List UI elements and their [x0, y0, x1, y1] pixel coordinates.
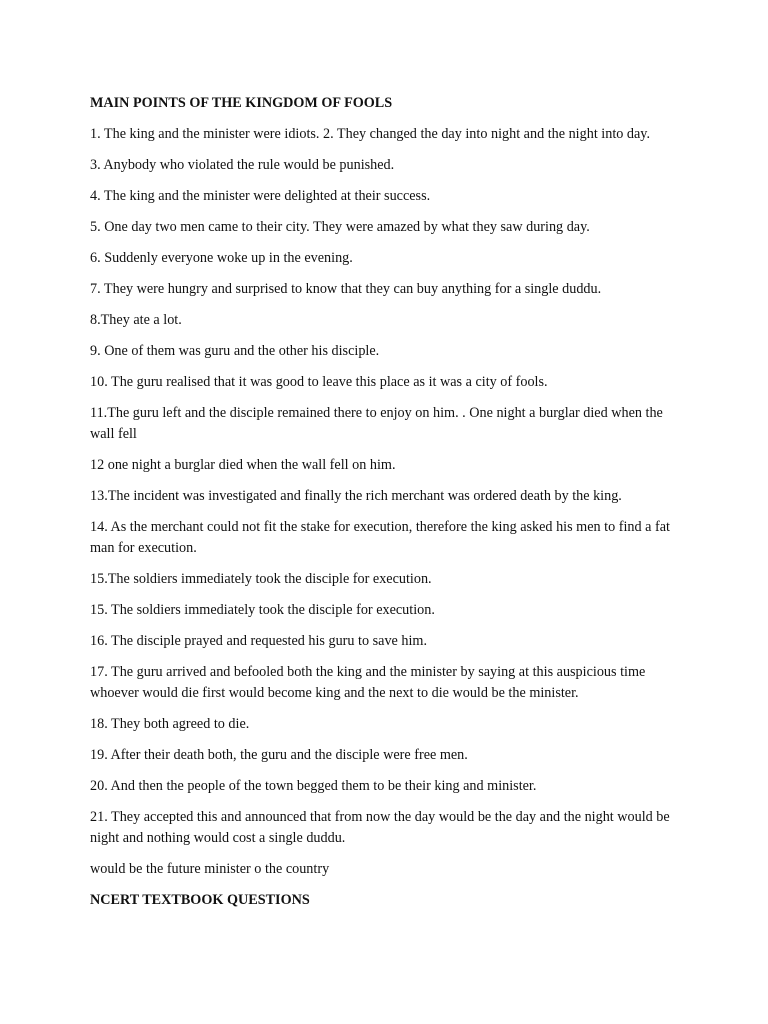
point-7: 7. They were hungry and surprised to know that they can buy anything for a single duddu.	[90, 281, 602, 297]
point-12: 12 one night a burglar died when the wall fell on him.	[90, 457, 396, 473]
point-4: 4. The king and the minister were delighted at their success.	[90, 188, 431, 204]
point-11: 11.The guru left and the disciple remained there to enjoy on him. . One night a burglar died when the wall fell	[90, 405, 663, 442]
points-list	[90, 124, 690, 880]
point-9: 9. One of them was guru and the other his disciple.	[90, 343, 380, 359]
point-1: 1. The king and the minister were idiots. 2. They changed the day into night and the night into day.	[90, 126, 651, 142]
point-6: 6. Suddenly everyone woke up in the evening.	[90, 250, 353, 266]
point-21: 21. They accepted this and announced that from now the day would be the day and the night would be night and nothing would cost a single duddu.	[90, 809, 670, 846]
point-18: 18. They both agreed to die.	[90, 716, 250, 732]
point-13: 13.The incident was investigated and finally the rich merchant was ordered death by the king.	[90, 488, 622, 504]
point-5: 5. One day two men came to their city. They were amazed by what they saw during day.	[90, 219, 590, 235]
section-heading: NCERT TEXTBOOK QUESTIONS	[90, 892, 310, 908]
point-16: 16. The disciple prayed and requested his guru to save him.	[90, 633, 428, 649]
point-8: 8.They ate a lot.	[90, 312, 182, 328]
point-15b: 15. The soldiers immediately took the disciple for execution.	[90, 602, 435, 618]
point-14: 14. As the merchant could not fit the stake for execution, therefore the king asked his men to find a fat man for execution.	[90, 519, 670, 556]
trailing-line: would be the future minister o the country	[90, 861, 330, 877]
point-19: 19. After their death both, the guru and the disciple were free men.	[90, 747, 468, 763]
point-15a: 15.The soldiers immediately took the disciple for execution.	[90, 571, 432, 587]
point-20: 20. And then the people of the town begged them to be their king and minister.	[90, 778, 537, 794]
point-3: 3. Anybody who violated the rule would be punished.	[90, 157, 395, 173]
document-title: MAIN POINTS OF THE KINGDOM OF FOOLS	[90, 95, 393, 111]
point-10: 10. The guru realised that it was good to leave this place as it was a city of fools.	[90, 374, 548, 390]
document-page	[90, 93, 690, 911]
point-17: 17. The guru arrived and befooled both the king and the minister by saying at this auspicious time whoever would die first would become king and the next to die would be the minister.	[90, 664, 646, 701]
